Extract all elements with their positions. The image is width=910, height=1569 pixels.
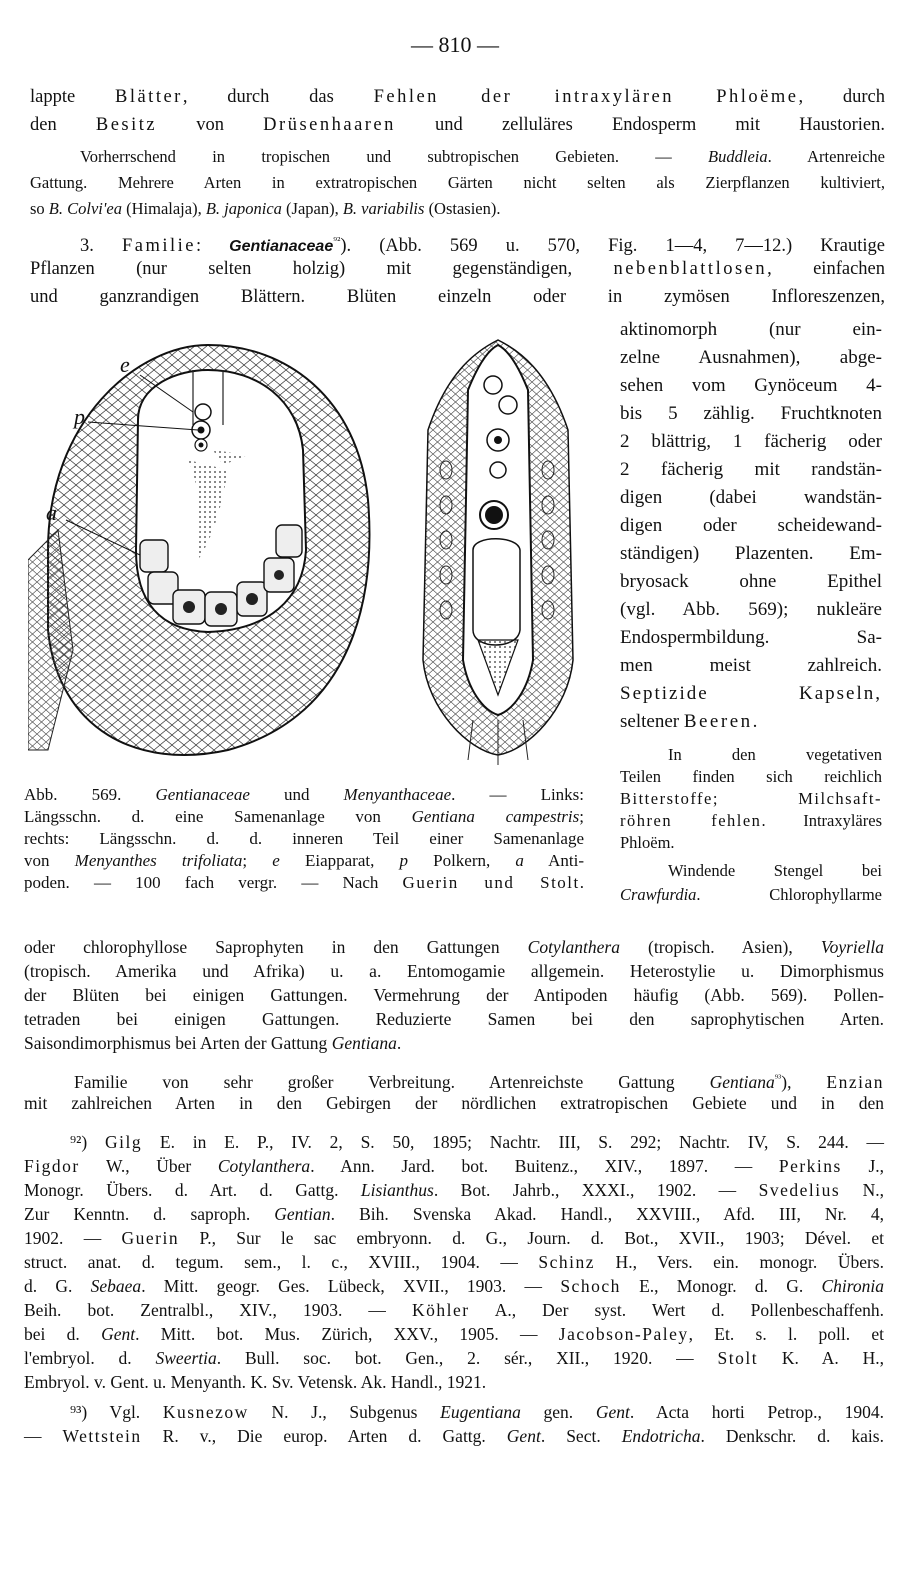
column-line: men meist zahlreich. (620, 655, 882, 676)
family-heading: 3. Familie: Gentianaceae$^{^{92}}$). (Abb. 569 u. 570, Fig. 1—4, 7—12.) Krautige (80, 235, 885, 257)
footnote-line: Beih. bot. Zentralbl., XIV., 1903. — Köhler A., Der syst. Wert d. Pollenbeschaffenh. (24, 1300, 885, 1320)
column-line: Crawfurdia. Chlorophyllarme (620, 885, 882, 904)
text-line: lappte Blätter, durch das Fehlen der intraxylären Phloëme, durch (30, 87, 886, 107)
footnote-line: d. G. Sebaea. Mitt. geogr. Ges. Lübeck, XVII., 1903. — Schoch E., Monogr. d. G. Chironia (24, 1276, 885, 1296)
figure-569 (28, 330, 608, 770)
column-line: bis 5 zählig. Fruchtknoten (620, 403, 882, 424)
text-line: Vorherrschend in tropischen und subtropischen Gebieten. — Buddleia. Artenreiche (80, 147, 885, 166)
footnote-line: struct. anat. d. tegum. sem., l. c., XVIII., 1904. — Schinz H., Vers. ein. monogr. Übers. (24, 1252, 884, 1272)
column-line: aktinomorph (nur ein- (620, 319, 882, 340)
text-line: Saisondimorphismus bei Arten der Gattung Gentiana. (24, 1033, 402, 1053)
text-line: und ganzrandigen Blättern. Blüten einzeln oder in zymösen Infloreszenzen, (30, 287, 885, 307)
text-line: den Besitz von Drüsenhaaren und zelluläres Endosperm mit Haustorien. (30, 115, 886, 135)
right-ovule (423, 340, 573, 765)
text-line: der Blüten bei einigen Gattungen. Vermehrung der Antipoden häufig (Abb. 569). Pollen- (24, 985, 884, 1005)
column-line: seltener Beeren. (620, 711, 758, 732)
column-line: sehen vom Gynöceum 4- (620, 375, 882, 396)
column-line: 2 blättrig, 1 fächerig oder (620, 431, 882, 452)
ovule-illustration (28, 330, 608, 770)
column-line: röhren fehlen. Intraxyläres (620, 811, 882, 830)
text-line: Gattung. Mehrere Arten in extratropischen Gärten nicht selten als Zierpflanzen kultiviert, (30, 173, 885, 192)
column-line: digen (dabei wandstän- (620, 487, 882, 508)
footnote-line: l'embryol. d. Sweertia. Bull. soc. bot. Gen., 2. sér., XII., 1920. — Stolt K. A. H., (24, 1348, 885, 1368)
text-line: so B. Colvi'ea (Himalaja), B. japonica (Japan), B. variabilis (Ostasien). (30, 199, 501, 218)
column-line: In den vegetativen (668, 745, 882, 764)
footnote-line: 1902. — Guerin P., Sur le sac embryonn. d. G., Journ. d. Bot., XVII., 1903; Dével. et (24, 1228, 884, 1248)
column-line: digen oder scheidewand- (620, 515, 882, 536)
figure-caption: Längsschn. d. eine Samenanlage von Gentiana campestris; (24, 807, 584, 826)
figure-caption: poden. — 100 fach vergr. — Nach Guerin und Stolt. (24, 873, 584, 892)
column-line: (vgl. Abb. 569); nukleäre (620, 599, 882, 620)
figure-caption: Abb. 569. Gentianaceae und Menyanthaceae. — Links: (24, 785, 585, 804)
column-line: Windende Stengel bei (668, 861, 882, 880)
footnote-line: Figdor W., Über Cotylanthera. Ann. Jard. bot. Buitenz., XIV., 1897. — Perkins J., (24, 1156, 885, 1176)
footnote-line: — Wettstein R. v., Die europ. Arten d. Gattg. Gent. Sect. Endotricha. Denkschr. d. kais. (24, 1426, 884, 1446)
column-line: Endospermbildung. Sa- (620, 627, 882, 648)
text-line: (tropisch. Amerika und Afrika) u. a. Entomogamie allgemein. Heterostylie u. Dimorphismus (24, 961, 884, 981)
column-line: ständigen) Plazenten. Em- (620, 543, 882, 564)
figure-label-e: e (120, 352, 130, 377)
column-line: 2 fächerig mit randstän- (620, 459, 882, 480)
text-line: mit zahlreichen Arten in den Gebirgen der nördlichen extratropischen Gebiete und in den (24, 1093, 884, 1113)
text-line: Pflanzen (nur selten holzig) mit gegenständigen, nebenblattlosen, einfachen (30, 259, 885, 279)
column-line: Phloëm. (620, 833, 675, 852)
footnote-line: Monogr. Übers. d. Art. d. Gattg. Lisianthus. Bot. Jahrb., XXXI., 1902. — Svedelius N., (24, 1180, 884, 1200)
figure-caption: rechts: Längsschn. d. d. inneren Teil einer Samenanlage (24, 829, 584, 848)
text-line: oder chlorophyllose Saprophyten in den Gattungen Cotylanthera (tropisch. Asien), Voyriella (24, 937, 884, 957)
page-number: — 810 — (411, 32, 499, 57)
figure-caption: von Menyanthes trifoliata; e Eiapparat, p Polkern, a Anti- (24, 851, 584, 870)
column-line: Septizide Kapseln, (620, 683, 882, 704)
footnote-line: ⁹³) Vgl. Kusnezow N. J., Subgenus Eugentiana gen. Gent. Acta horti Petrop., 1904. (70, 1402, 884, 1422)
figure-label-p: p (74, 404, 85, 429)
footnote-line: Zur Kenntn. d. saproph. Gentian. Bih. Svenska Akad. Handl., XXVIII., Afd. III, Nr. 4, (24, 1204, 884, 1224)
footnote-line: ⁹²) Gilg E. in E. P., IV. 2, S. 50, 1895; Nachtr. III, S. 292; Nachtr. IV, S. 244. — (70, 1132, 884, 1152)
footnote-line: bei d. Gent. Mitt. bot. Mus. Zürich, XXV., 1905. — Jacobson-Paley, Et. s. l. poll. et (24, 1324, 885, 1344)
column-line: Bitterstoffe; Milchsaft- (620, 789, 882, 808)
column-line: Teilen finden sich reichlich (620, 767, 882, 786)
column-line: bryosack ohne Epithel (620, 571, 882, 592)
column-line: zelne Ausnahmen), abge- (620, 347, 882, 368)
figure-label-a: a (46, 500, 57, 525)
text-line: tetraden bei einigen Gattungen. Reduzierte Samen bei den saprophytischen Arten. (24, 1009, 884, 1029)
footnote-line: Embryol. v. Gent. u. Menyanth. K. Sv. Vetensk. Ak. Handl., 1921. (24, 1372, 487, 1392)
text-line: Familie von sehr großer Verbreitung. Artenreichste Gattung Gentiana$^{^{93}}$), Enzian (74, 1071, 885, 1092)
